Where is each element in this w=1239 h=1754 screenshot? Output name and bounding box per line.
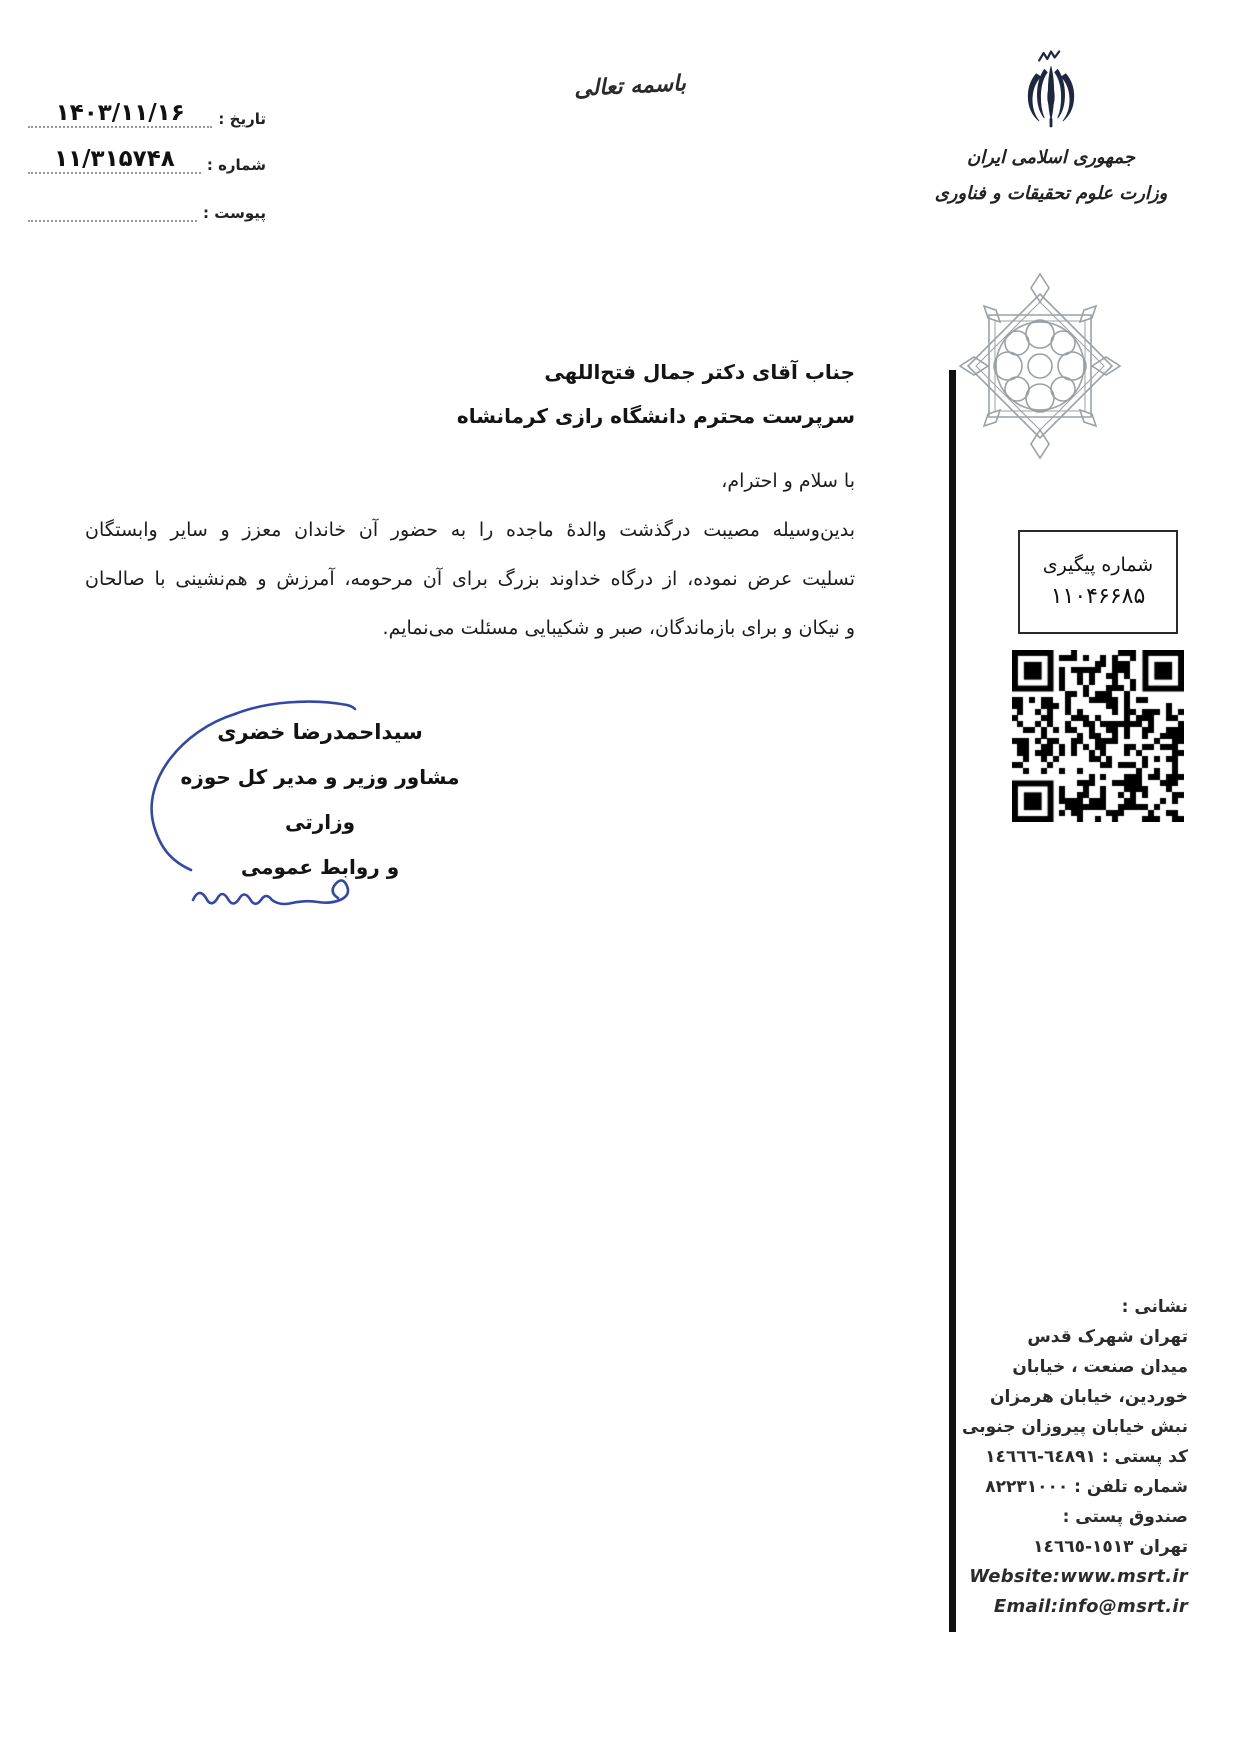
po-box-label-line: صندوق پستی : — [1062, 1507, 1188, 1527]
date-value: ۱۴۰۳/۱۱/۱۶ — [28, 100, 212, 128]
iran-emblem-icon — [1014, 50, 1088, 136]
addressee-title: سرپرست محترم دانشگاه رازی کرمانشاه — [456, 404, 855, 428]
po-box-line: تهران ١٥١٣-١٤٦٦٥ — [1033, 1537, 1188, 1557]
date-label: تاریخ : — [218, 110, 266, 129]
tracking-label: شماره پیگیری — [1042, 554, 1154, 576]
letter-body — [85, 506, 855, 653]
body-line: بدین‌وسیله مصیبت درگذشت والدهٔ ماجده را به حضور آن خاندان معزز و سایر وابستگان — [85, 519, 855, 541]
footer-address — [862, 1292, 1188, 1622]
attachment-label: پیوست : — [202, 204, 266, 222]
attachment-row — [28, 198, 266, 222]
address-label: نشانی : — [1121, 1297, 1188, 1317]
signer-name: سیداحمدرضا خضری — [217, 720, 423, 744]
website-line: Website:www.msrt.ir — [969, 1566, 1188, 1587]
address-line: میدان صنعت ، خیابان — [1012, 1357, 1188, 1377]
address-line: خوردین، خیابان هرمزان — [989, 1387, 1188, 1407]
number-value: ۱۱/۳۱۵۷۴۸ — [28, 146, 201, 174]
body-line: تسلیت عرض نموده، از درگاه خداوند بزرگ برای آن مرحومه، آمرزش و هم‌نشینی با صالحان — [85, 568, 855, 590]
number-label: شماره : — [206, 156, 266, 175]
attachment-value — [28, 198, 197, 222]
number-row — [28, 146, 266, 174]
addressee-block — [85, 350, 855, 438]
body-line: و نیکان و برای بازماندگان، صبر و شکیبایی مسئلت می‌نمایم. — [382, 617, 855, 639]
addressee-name: جناب آقای دکتر جمال فتح‌اللهی — [544, 360, 855, 384]
bismillah-calligraphy: باسمه تعالی — [573, 71, 687, 102]
signer-title-2: و روابط عمومی — [240, 855, 400, 879]
phone-line: شماره تلفن : ۸۲۲۳۱۰۰۰ — [985, 1477, 1188, 1497]
gov-name-line: جمهوری اسلامی ایران — [966, 147, 1136, 168]
salutation: با سلام و احترام، — [721, 470, 855, 492]
ornament-icon — [955, 266, 1125, 470]
tracking-box — [1018, 530, 1178, 634]
address-line: نبش خیابان پیروزان جنوبی — [962, 1417, 1188, 1437]
date-row — [28, 100, 266, 128]
signer-title-1: مشاور وزیر و مدیر کل حوزه وزارتی — [180, 765, 460, 834]
signature-block — [150, 710, 490, 890]
email-line: Email:info@msrt.ir — [993, 1596, 1188, 1617]
address-line: تهران شهرک قدس — [1027, 1327, 1188, 1347]
qr-code-icon — [1012, 650, 1184, 822]
postal-code-line: کد پستی : ٦٤٨٩١-١٤٦٦٦ — [985, 1447, 1188, 1467]
ministry-name-line: وزارت علوم تحقیقات و فناوری — [934, 183, 1168, 204]
tracking-number: ۱۱۰۴۶۶۸۵ — [1050, 584, 1146, 609]
government-header — [920, 50, 1182, 212]
